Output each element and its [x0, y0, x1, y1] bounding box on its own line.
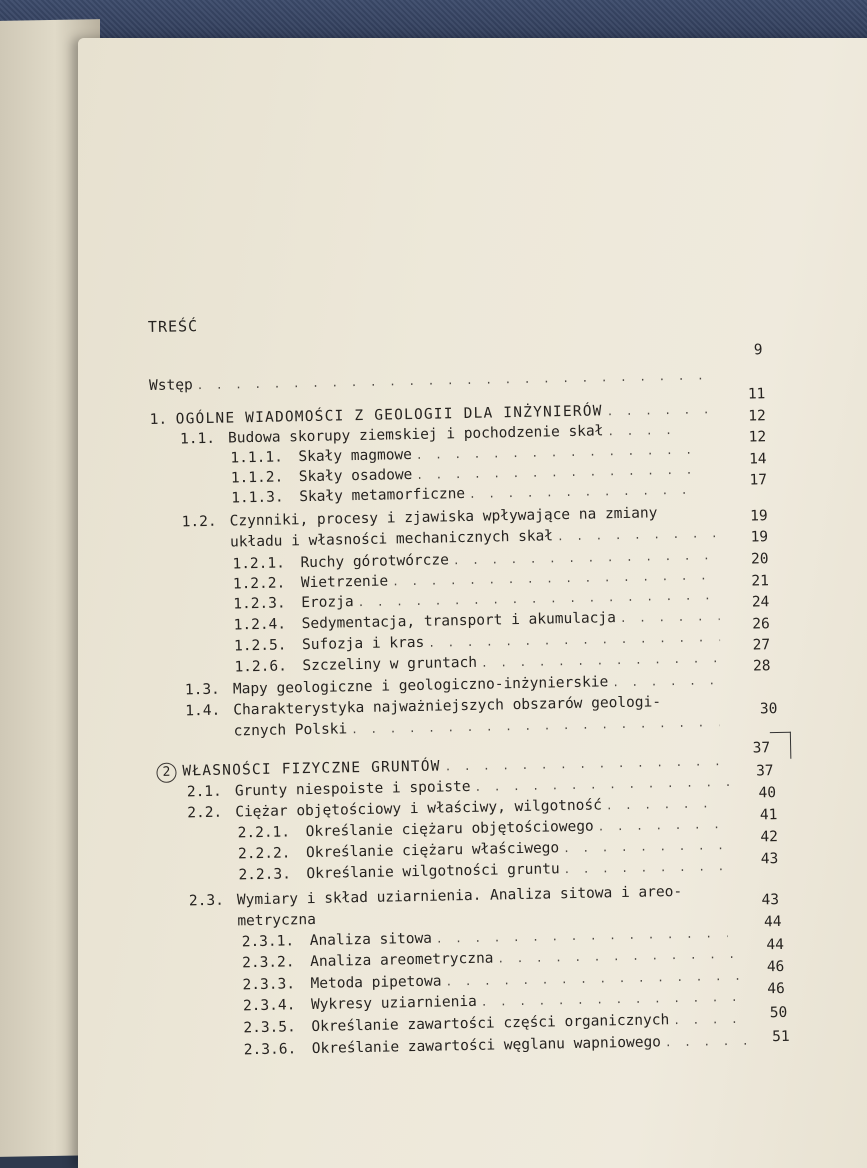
- entry-number: 1.1.: [179, 430, 216, 448]
- entry-number: 1.3.: [184, 681, 220, 699]
- entry-number: 2.3.6.: [243, 1041, 297, 1059]
- entry-title: Analiza sitowa: [309, 930, 433, 950]
- entry-title: Skały metamorficzne: [299, 485, 466, 506]
- entry-title: Wykresy uziarnienia: [310, 993, 477, 1014]
- leader-dots: [428, 631, 720, 650]
- leader-dots: [481, 652, 721, 670]
- page-number: 37: [755, 763, 774, 780]
- entry-number: 2.3.: [188, 892, 225, 910]
- page-number: 24: [751, 594, 770, 611]
- entry-title: Budowa skorupy ziemskiej i pochodzenie skał: [227, 423, 604, 447]
- entry-number: 1.1.2.: [230, 469, 284, 487]
- leader-dots: [474, 776, 732, 794]
- entry-title: Wstęp: [148, 377, 193, 395]
- entry-number: 1.2.: [181, 513, 217, 531]
- page-number: 43: [760, 851, 779, 868]
- entry-title: Skały magmowe: [298, 446, 413, 466]
- page-number: 51: [772, 1028, 790, 1046]
- entry-title: Grunty niespoiste i spoiste: [234, 778, 471, 800]
- entry-number: 2.2.: [187, 804, 223, 822]
- page-number: 41: [759, 807, 778, 824]
- page-number: 40: [758, 785, 777, 802]
- entry-title: Określanie ciężaru właściwego: [305, 840, 560, 862]
- entry-title: Określanie ciężaru objętościowego: [305, 818, 594, 841]
- leader-dots: [351, 716, 720, 736]
- entry-title: Wietrzenie: [300, 573, 389, 592]
- page-number: 44: [766, 936, 785, 954]
- leader-dots: [453, 549, 719, 567]
- entry-title: Określanie wilgotności gruntu: [306, 861, 560, 883]
- leader-dots: [358, 589, 720, 609]
- leader-dots: [197, 369, 705, 392]
- page-number: 19: [750, 508, 768, 525]
- entry-number-circled: 2: [156, 763, 176, 783]
- entry-number: 1.: [149, 411, 168, 429]
- page-number: 20: [750, 551, 769, 568]
- entry-title: Skały osadowe: [298, 466, 413, 486]
- entry-title: Ciężar objętościowy i właściwy, wilgotność: [235, 797, 603, 821]
- leader-dots: [557, 527, 716, 543]
- entry-number: 2.2.1.: [237, 824, 291, 842]
- page-number: 27: [752, 637, 771, 654]
- page-number: 12: [748, 429, 767, 446]
- entry-number: 1.2.2.: [232, 575, 286, 593]
- entry-number: 2.3.3.: [242, 976, 296, 994]
- entry-number: 1.2.6.: [234, 658, 288, 676]
- entry-number: 1.2.4.: [233, 616, 287, 634]
- entry-number: 1.4.: [185, 702, 221, 720]
- leader-dots: [416, 444, 697, 462]
- page-number: 44: [763, 913, 782, 931]
- entry-number: 2.3.4.: [242, 997, 296, 1015]
- page-number: 11: [747, 386, 766, 403]
- leader-dots: [607, 424, 686, 439]
- page-number: 14: [748, 451, 767, 468]
- entry-title: Analiza areometryczna: [310, 950, 494, 971]
- entry-title: WŁASNOŚCI FIZYCZNE GRUNTÓW: [182, 758, 441, 780]
- page-number: 26: [752, 616, 770, 633]
- entry-title: Ruchy górotwórcze: [300, 552, 450, 572]
- leader-dots: [606, 797, 724, 812]
- entry-number: 1.2.5.: [233, 637, 287, 655]
- leader-dots: [497, 948, 738, 966]
- leader-dots: [612, 674, 721, 689]
- leader-dots: [392, 569, 719, 588]
- entry-number: 2.2.2.: [237, 845, 291, 863]
- entry-title: Określanie zawartości węglanu wapniowego: [311, 1034, 662, 1058]
- entry-title-continued: cznych Polski: [233, 721, 348, 740]
- entry-title: Wymiary i skład uziarnienia. Analiza sitowa i areo-: [236, 883, 683, 909]
- entry-title: Sedymentacja, transport i akumulacja: [301, 610, 617, 633]
- entry-number: 2.2.3.: [238, 866, 292, 884]
- page-number: 9: [753, 342, 763, 359]
- entry-number: 2.3.1.: [241, 933, 295, 951]
- toc-heading: TREŚĆ: [147, 317, 199, 337]
- entry-number: 1.2.1.: [232, 555, 286, 573]
- page-number: 37: [752, 740, 771, 757]
- leader-dots: [436, 927, 728, 946]
- entry-title: Czynniki, procesy i zjawiska wpływające na zmiany: [229, 505, 658, 530]
- leader-dots: [673, 1013, 749, 1027]
- leader-dots: [598, 818, 724, 833]
- leader-dots: [563, 839, 724, 855]
- page-number: 28: [752, 658, 771, 675]
- entry-title: Określanie zawartości części organicznych: [311, 1012, 670, 1036]
- leader-dots: [416, 464, 697, 482]
- entry-number: 1.1.1.: [230, 449, 284, 467]
- page-number: 43: [761, 892, 780, 909]
- entry-title-continued: układu i własności mechanicznych skał: [229, 528, 554, 551]
- entry-title-continued: metryczna: [237, 911, 317, 930]
- page-number: 17: [749, 472, 768, 489]
- page-number: 46: [767, 980, 785, 998]
- entry-title: Charakterystyka najważniejszych obszarów geologi-: [233, 694, 662, 719]
- pencil-bracket-mark: [770, 732, 792, 759]
- leader-dots: [481, 991, 739, 1009]
- leader-dots: [469, 484, 697, 501]
- leader-dots: [445, 755, 733, 774]
- entry-title: OGÓLNE WIADOMOŚCI Z GEOLOGII DLA INŻYNIERÓW: [175, 403, 603, 428]
- page-number: 12: [748, 408, 766, 425]
- page-number: 19: [750, 529, 769, 546]
- entry-number: 2.3.5.: [243, 1019, 296, 1037]
- leader-dots: [445, 970, 738, 989]
- entry-title: Erozja: [301, 594, 354, 612]
- page-number: 42: [760, 829, 779, 846]
- toc-entry-wstep: [149, 367, 709, 398]
- page-number: 46: [766, 958, 785, 976]
- entry-number: 1.2.3.: [233, 595, 286, 613]
- entry-number: 1.1.3.: [231, 489, 284, 507]
- page-number: 21: [751, 573, 770, 590]
- entry-title: Metoda pipetowa: [310, 973, 442, 993]
- entry-number: 2.1.: [186, 783, 222, 801]
- leader-dots: [665, 1035, 750, 1050]
- entry-title: Mapy geologiczne i geologiczno-inżynierskie: [232, 674, 609, 698]
- page-number: 50: [769, 1004, 788, 1022]
- entry-title: Szczeliny w gruntach: [302, 654, 478, 675]
- page-number: 30: [759, 701, 778, 718]
- entry-title: Sufozja i kras: [301, 634, 425, 654]
- leader-dots: [620, 610, 720, 625]
- entry-number: 2.3.2.: [242, 954, 295, 972]
- leader-dots: [607, 403, 716, 418]
- leader-dots: [563, 860, 724, 876]
